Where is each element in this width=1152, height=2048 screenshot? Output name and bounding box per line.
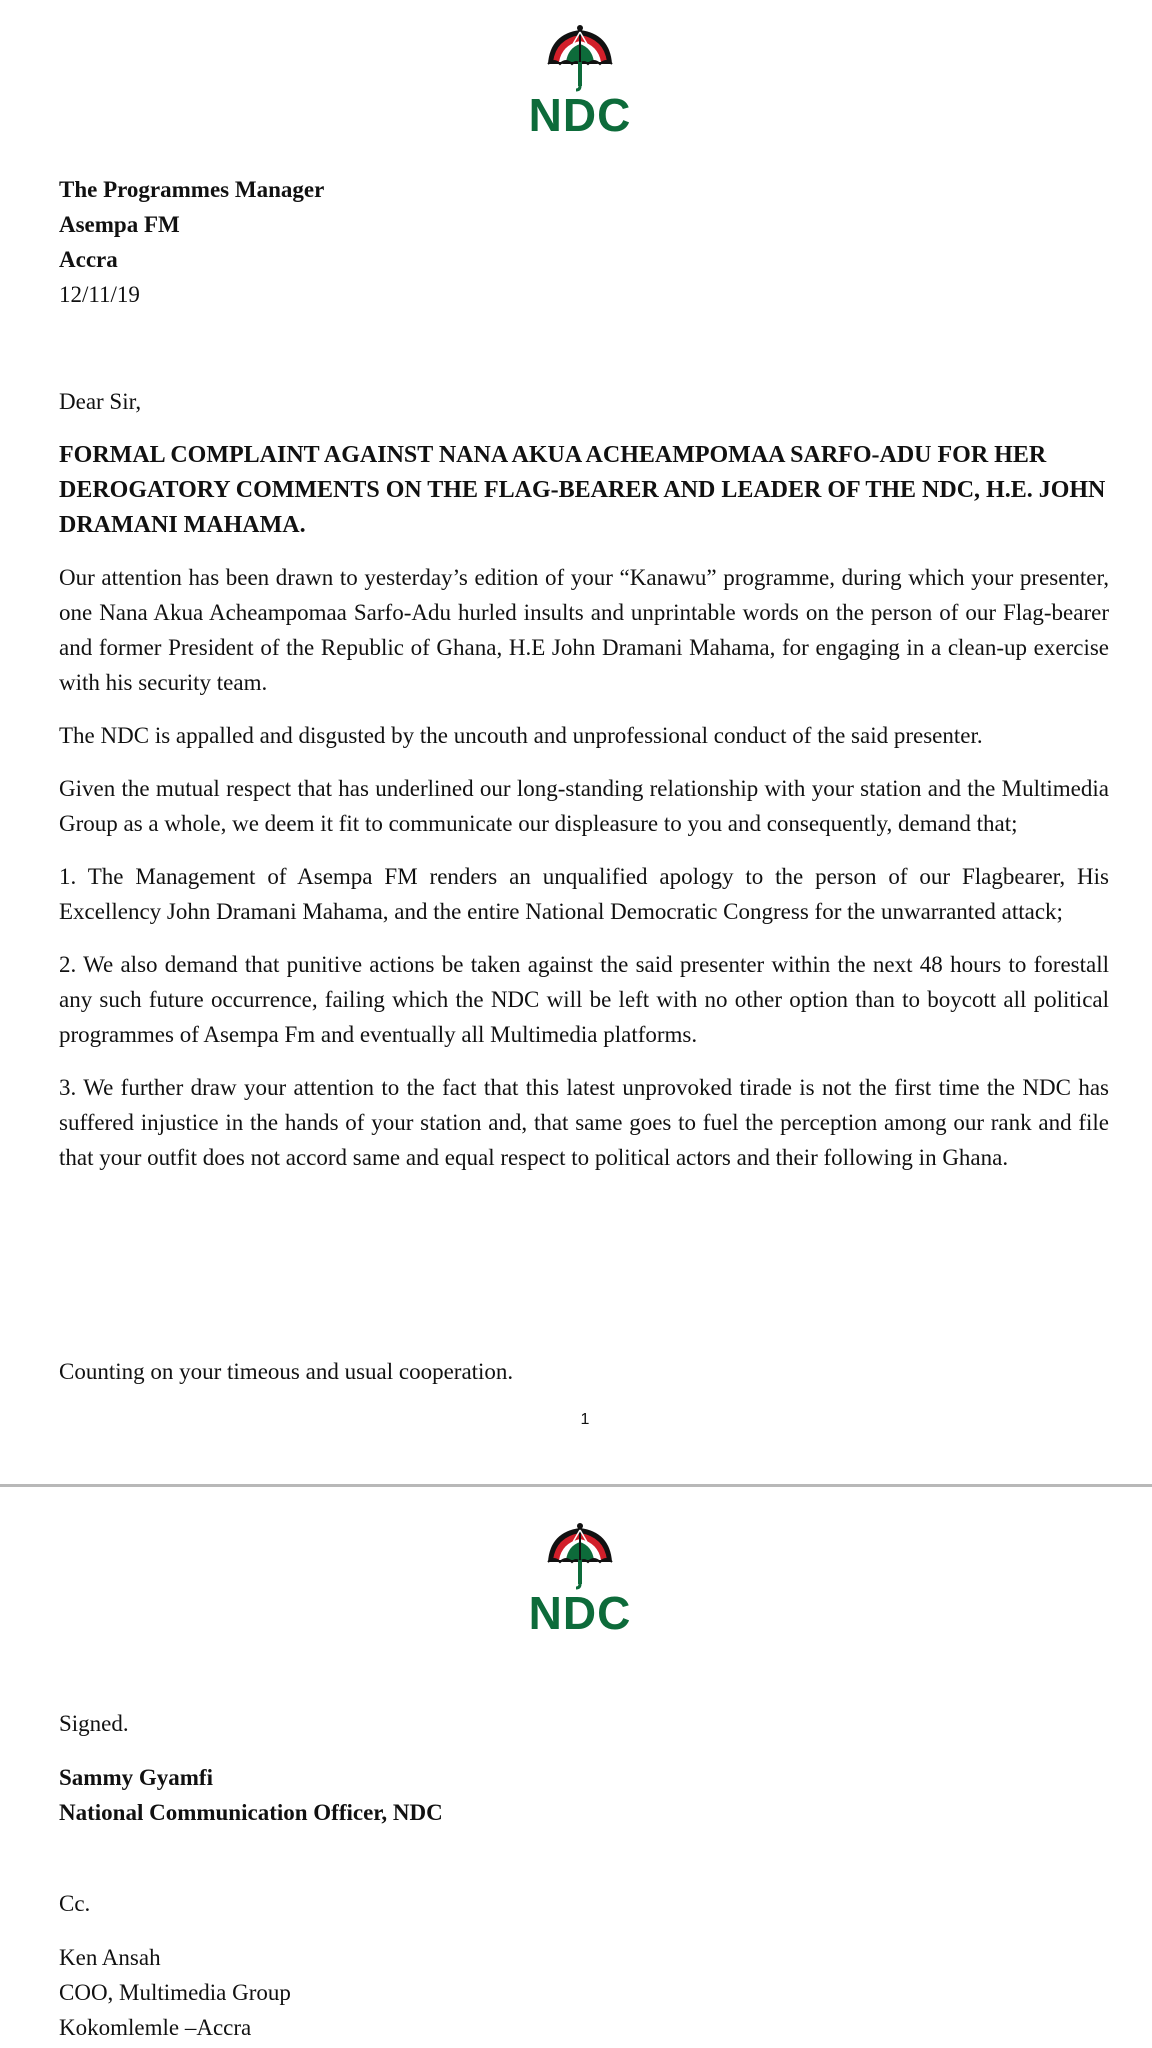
ndc-umbrella-icon bbox=[526, 22, 634, 92]
ndc-logo bbox=[526, 1520, 634, 1638]
recipient-station: Asempa FM bbox=[59, 212, 180, 237]
letter-body bbox=[59, 560, 1109, 1193]
recipient-title: The Programmes Manager bbox=[59, 177, 325, 202]
page-number: 1 bbox=[580, 1411, 590, 1428]
cc-recipient bbox=[59, 1940, 1109, 2045]
cc-label: Cc. bbox=[59, 1891, 91, 1916]
cc-title: COO, Multimedia Group bbox=[59, 1980, 291, 2005]
signed-label: Signed. bbox=[59, 1711, 129, 1736]
paragraph-attention: Our attention has been drawn to yesterday’s edition of your “Kanawu” programme, during which your presenter, one Nana Akua Acheampomaa Sarfo-Adu hurled insults and unprintable words on the person of our Flag-bearer and former President of the Republic of Ghana, H.E John Dramani Mahama, for engaging in a clean-up exercise with his security team. bbox=[59, 565, 1109, 695]
paragraph-mutual-respect: Given the mutual respect that has underlined our long-standing relationship with your station and the Multimedia Group as a whole, we deem it fit to communicate our displeasure to you and consequently, demand that; bbox=[59, 776, 1109, 836]
salutation: Dear Sir, bbox=[59, 389, 142, 414]
letter-date: 12/11/19 bbox=[59, 282, 140, 307]
logo-text: NDC bbox=[528, 89, 632, 141]
letter-page-2 bbox=[0, 1488, 1152, 2048]
recipient-city: Accra bbox=[59, 247, 118, 272]
demand-item-3: 3. We further draw your attention to the fact that this latest unprovoked tirade is not the first time the NDC has suffered injustice in the hands of your station and, that same goes to fuel the perception among our rank and file that your outfit does not accord same and equal respect to political actors and their following in Ghana. bbox=[59, 1075, 1109, 1170]
closing-line: Counting on your timeous and usual cooperation. bbox=[59, 1359, 514, 1384]
demand-item-1: 1. The Management of Asempa FM renders an unqualified apology to the person of our Flagbearer, His Excellency John Dramani Mahama, and the entire National Democratic Congress for the unwarranted attack; bbox=[59, 864, 1109, 924]
logo-text: NDC bbox=[528, 1587, 632, 1639]
signatory-block bbox=[59, 1760, 1109, 1830]
signatory-title: National Communication Officer, NDC bbox=[59, 1800, 443, 1825]
cc-name: Ken Ansah bbox=[59, 1945, 161, 1970]
ndc-logo bbox=[526, 22, 634, 140]
ndc-umbrella-icon bbox=[526, 1520, 634, 1590]
demand-item-2: 2. We also demand that punitive actions be taken against the said presenter within the next 48 hours to forestall any such future occurrence, failing which the NDC will be left with no other option than to boycott all political programmes of Asempa Fm and eventually all Multimedia platforms. bbox=[59, 952, 1109, 1047]
recipient-address bbox=[59, 172, 1109, 312]
signatory-name: Sammy Gyamfi bbox=[59, 1765, 213, 1790]
paragraph-appalled: The NDC is appalled and disgusted by the uncouth and unprofessional conduct of the said presenter. bbox=[59, 723, 983, 748]
page-divider bbox=[0, 1484, 1152, 1487]
letter-subject: FORMAL COMPLAINT AGAINST NANA AKUA ACHEAMPOMAA SARFO-ADU FOR HER DEROGATORY COMMENTS ON THE FLAG-BEARER AND LEADER OF THE NDC, H.E. JOHN DRAMANI MAHAMA. bbox=[59, 442, 1106, 538]
cc-location: Kokomlemle –Accra bbox=[59, 2015, 252, 2040]
